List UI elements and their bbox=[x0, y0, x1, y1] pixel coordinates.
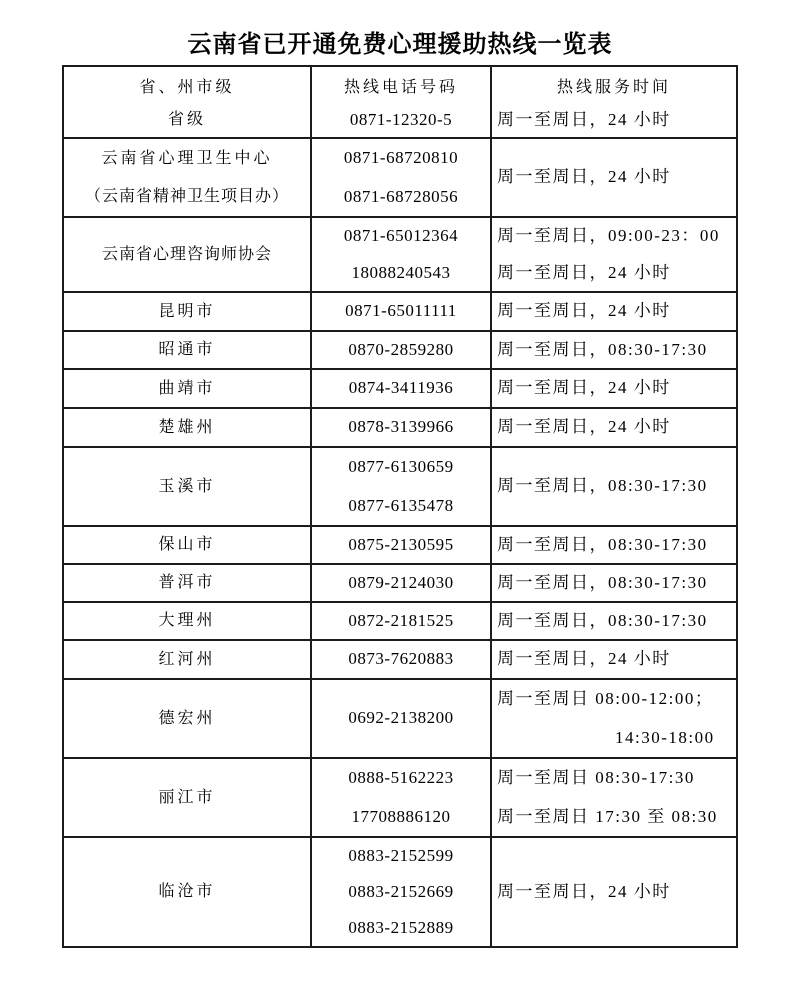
phone-number: 0877-6130659 bbox=[348, 457, 454, 477]
region-cell bbox=[64, 103, 310, 137]
region-cell bbox=[64, 293, 310, 330]
service-time: 周一至周日，08:30-17:30 bbox=[497, 534, 708, 554]
region-name: 普洱市 bbox=[158, 574, 216, 592]
phone-cell bbox=[310, 759, 492, 836]
region-name: 临沧市 bbox=[158, 883, 216, 901]
region-name: 保山市 bbox=[158, 536, 216, 554]
column-header-phone: 热线电话号码 bbox=[310, 67, 492, 103]
region-cell bbox=[64, 332, 310, 368]
region-cell bbox=[64, 527, 310, 563]
time-cell bbox=[492, 448, 736, 525]
service-time: 周一至周日，08:30-17:30 bbox=[497, 476, 708, 496]
region-name: 玉溪市 bbox=[158, 477, 216, 495]
table-row bbox=[64, 446, 736, 525]
phone-cell bbox=[310, 409, 492, 446]
header-row bbox=[64, 67, 736, 103]
service-time: 周一至周日 08:30-17:30 bbox=[497, 768, 695, 788]
region-cell bbox=[64, 370, 310, 407]
phone-number: 0871-65012364 bbox=[343, 226, 459, 246]
phone-cell bbox=[310, 218, 492, 291]
column-header-region: 省、州市级 bbox=[139, 78, 235, 96]
time-cell bbox=[492, 603, 736, 639]
phone-number: 0873-7620883 bbox=[348, 649, 454, 669]
phone-number: 18088240543 bbox=[351, 262, 451, 282]
region-cell bbox=[64, 565, 310, 601]
phone-number: 0883-2152889 bbox=[348, 917, 454, 937]
phone-number: 0883-2152669 bbox=[348, 881, 454, 901]
region-name: 云南省心理卫生中心 bbox=[101, 149, 273, 167]
region-name: 云南省心理咨询师协会 bbox=[101, 245, 272, 263]
region-cell bbox=[64, 448, 310, 525]
phone-cell bbox=[310, 603, 492, 639]
region-name: 楚雄州 bbox=[158, 418, 216, 436]
table-row bbox=[64, 368, 736, 407]
phone-cell bbox=[310, 565, 492, 601]
time-cell bbox=[492, 838, 736, 946]
table-row bbox=[64, 216, 736, 291]
region-name: （云南省精神卫生项目办） bbox=[84, 188, 289, 206]
table-row bbox=[64, 563, 736, 601]
table-row bbox=[64, 757, 736, 836]
table-row bbox=[64, 291, 736, 330]
service-time: 周一至周日，24 小时 bbox=[497, 881, 671, 901]
column-header-time: 热线服务时间 bbox=[556, 78, 671, 96]
phone-number: 0871-12320-5 bbox=[349, 109, 453, 129]
phone-number: 0883-2152599 bbox=[348, 845, 454, 865]
phone-number: 0878-3139966 bbox=[348, 417, 454, 437]
region-cell bbox=[64, 218, 310, 291]
phone-cell bbox=[310, 527, 492, 563]
time-cell bbox=[492, 759, 736, 836]
phone-number: 0871-68728056 bbox=[343, 186, 459, 206]
time-cell bbox=[492, 680, 736, 757]
phone-number: 0877-6135478 bbox=[348, 495, 454, 515]
page-title: 云南省已开通免费心理援助热线一览表 bbox=[187, 32, 613, 58]
phone-number: 0874-3411936 bbox=[348, 378, 454, 398]
service-time: 14:30-18:00 bbox=[615, 727, 715, 747]
region-name: 大理州 bbox=[158, 612, 216, 630]
table-row bbox=[64, 639, 736, 678]
time-cell bbox=[492, 103, 736, 137]
table-row bbox=[64, 407, 736, 446]
service-time: 周一至周日，24 小时 bbox=[497, 301, 671, 321]
service-time: 周一至周日，08:30-17:30 bbox=[497, 339, 708, 359]
phone-cell bbox=[310, 641, 492, 678]
region-cell bbox=[64, 409, 310, 446]
time-cell bbox=[492, 370, 736, 407]
phone-number: 0871-65011111 bbox=[345, 301, 457, 321]
phone-cell bbox=[310, 370, 492, 407]
phone-number: 0871-68720810 bbox=[343, 148, 459, 168]
region-name: 昆明市 bbox=[158, 302, 216, 320]
phone-cell bbox=[310, 680, 492, 757]
time-cell bbox=[492, 409, 736, 446]
region-cell bbox=[64, 759, 310, 836]
region-name: 丽江市 bbox=[158, 788, 216, 806]
service-time: 周一至周日，24 小时 bbox=[497, 417, 671, 437]
phone-number: 0888-5162223 bbox=[348, 768, 454, 788]
service-time: 周一至周日 17:30 至 08:30 bbox=[497, 806, 718, 826]
service-time: 周一至周日，08:30-17:30 bbox=[497, 610, 708, 630]
service-time: 周一至周日，08:30-17:30 bbox=[497, 572, 708, 592]
service-time: 周一至周日，24 小时 bbox=[497, 649, 671, 669]
table-row bbox=[64, 103, 736, 137]
service-time: 周一至周日，24 小时 bbox=[497, 262, 671, 282]
phone-number: 0870-2859280 bbox=[348, 339, 454, 359]
service-time: 周一至周日，24 小时 bbox=[497, 109, 671, 129]
phone-number: 0872-2181525 bbox=[348, 610, 454, 630]
time-cell bbox=[492, 139, 736, 216]
phone-cell bbox=[310, 332, 492, 368]
service-time: 周一至周日 08:00-12:00； bbox=[497, 689, 714, 709]
table-row bbox=[64, 525, 736, 563]
phone-cell bbox=[310, 139, 492, 216]
time-cell bbox=[492, 565, 736, 601]
table-row bbox=[64, 836, 736, 946]
region-name: 红河州 bbox=[158, 650, 216, 668]
service-time: 周一至周日，24 小时 bbox=[497, 378, 671, 398]
time-cell bbox=[492, 218, 736, 291]
service-time: 周一至周日，24 小时 bbox=[497, 167, 671, 187]
region-cell bbox=[64, 641, 310, 678]
region-name: 昭通市 bbox=[158, 341, 216, 359]
phone-cell bbox=[310, 838, 492, 946]
phone-number: 0879-2124030 bbox=[348, 572, 454, 592]
hotline-table bbox=[62, 65, 738, 948]
time-cell bbox=[492, 527, 736, 563]
table-body bbox=[64, 103, 736, 946]
table-row bbox=[64, 137, 736, 216]
phone-number: 0692-2138200 bbox=[348, 708, 454, 728]
region-cell bbox=[64, 680, 310, 757]
region-name: 省级 bbox=[167, 111, 206, 129]
time-cell bbox=[492, 332, 736, 368]
region-name: 曲靖市 bbox=[158, 379, 216, 397]
table-row bbox=[64, 678, 736, 757]
region-cell bbox=[64, 139, 310, 216]
time-cell bbox=[492, 293, 736, 330]
table-row bbox=[64, 330, 736, 368]
table-row bbox=[64, 601, 736, 639]
service-time: 周一至周日，09:00-23：00 bbox=[497, 226, 720, 246]
region-cell bbox=[64, 603, 310, 639]
phone-cell bbox=[310, 448, 492, 525]
phone-number: 17708886120 bbox=[351, 806, 451, 826]
phone-cell bbox=[310, 293, 492, 330]
phone-number: 0875-2130595 bbox=[348, 534, 454, 554]
phone-cell bbox=[310, 103, 492, 137]
region-cell bbox=[64, 838, 310, 946]
region-name: 德宏州 bbox=[158, 709, 216, 727]
time-cell bbox=[492, 641, 736, 678]
